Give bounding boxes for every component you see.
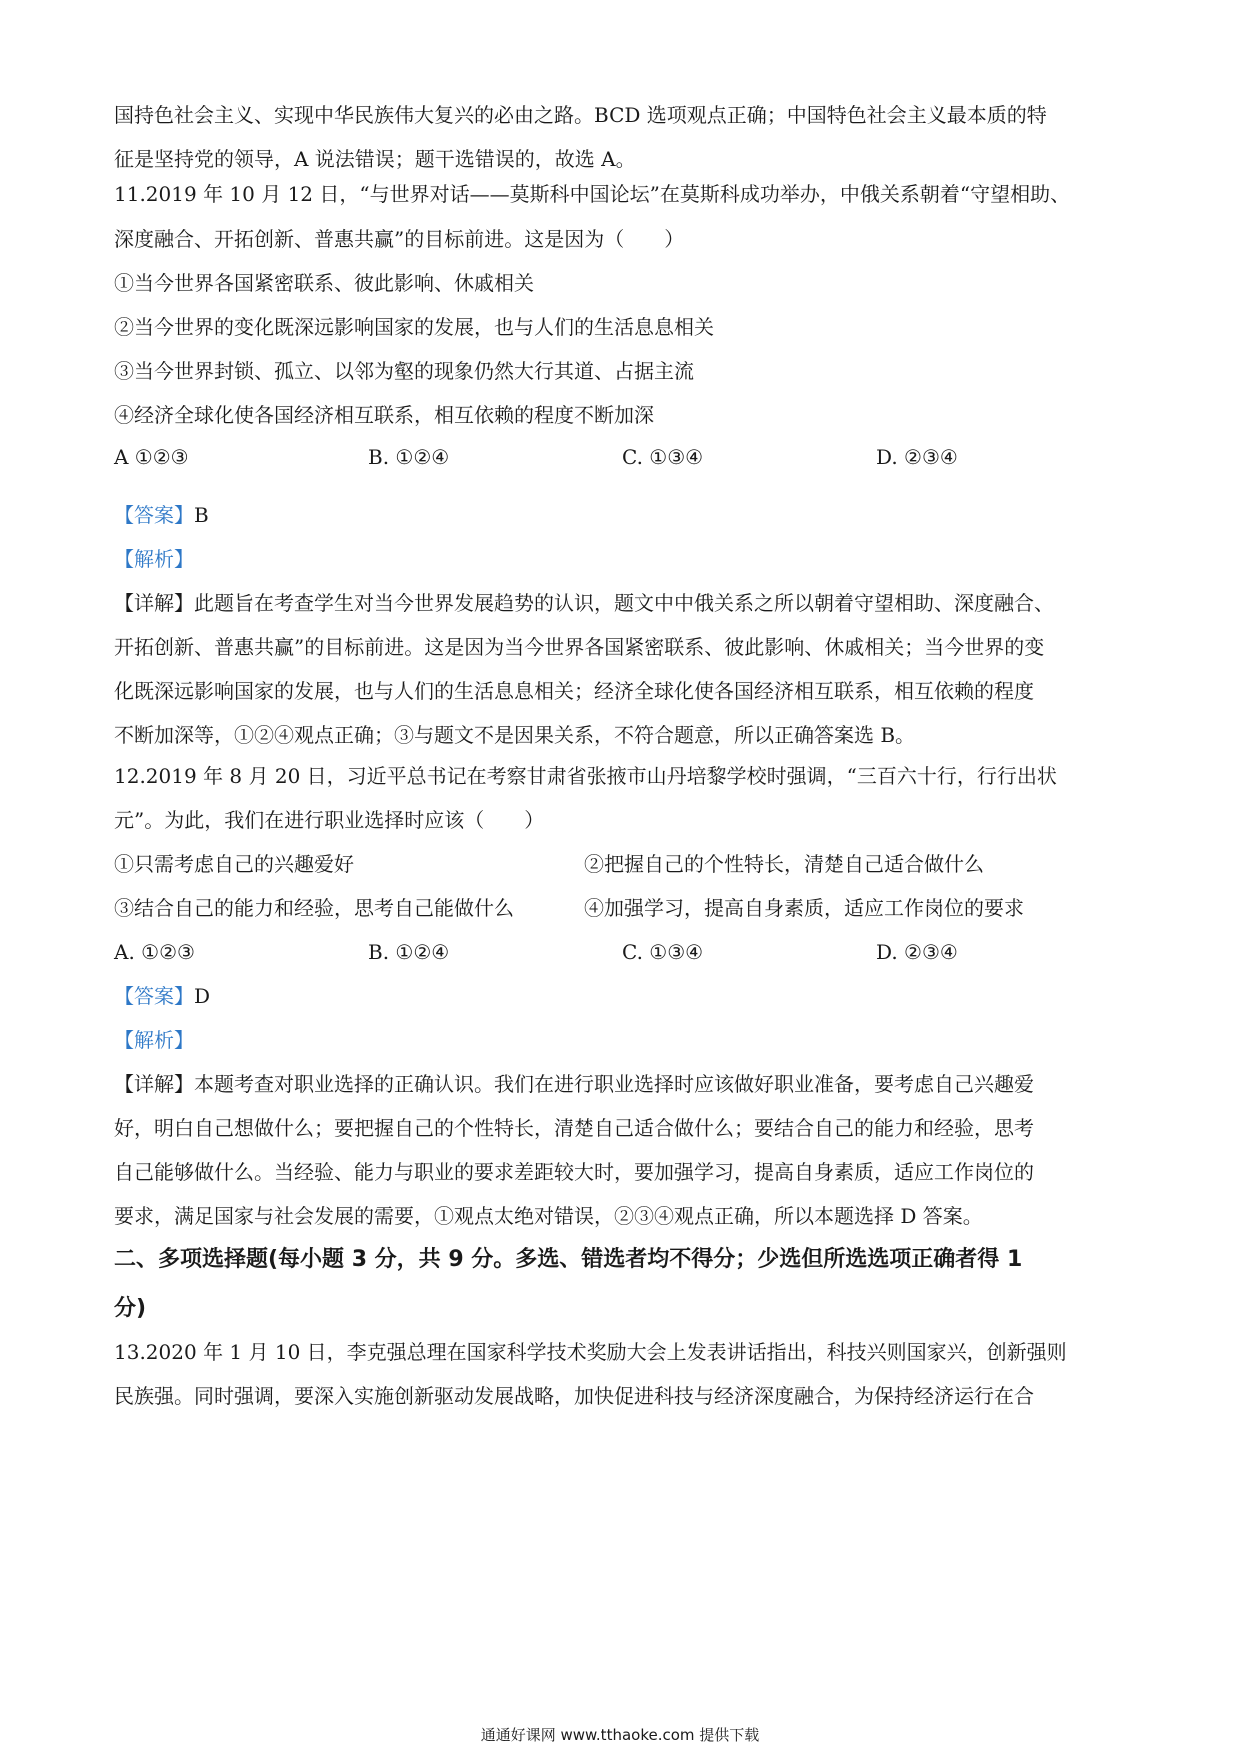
question-11-option-a: A ①②③ [114,445,189,469]
question-12-detail-line-3: 自己能够做什么。当经验、能力与职业的要求差距较大时，要加强学习，提高自身素质，适应工作岗位的 [114,1160,1034,1184]
question-11-options [114,443,1114,471]
answer-tag: 【答案】 [114,503,194,527]
question-11-statement-3: ③当今世界封锁、孤立、以邻为壑的现象仍然大行其道、占据主流 [114,359,694,383]
footer-source-line: 通通好课网 www.tthaoke.com 提供下载 [480,1726,760,1744]
section-2-heading-line-2: 分) [114,1296,147,1321]
section-2-heading-line-1: 二、多项选择题(每小题 3 分，共 9 分。多选、错选者均不得分；少选但所选选项正确者得 1 [114,1247,1023,1272]
question-11-option-c: C. ①③④ [622,445,704,469]
previous-explanation-line-2: 征是坚持党的领导，A 说法错误；题干选错误的，故选 A。 [114,147,636,171]
question-11-option-d: D. ②③④ [876,445,958,469]
question-12-statements-row-2 [114,894,1114,922]
question-12-stem-line-1: 12.2019 年 8 月 20 日，习近平总书记在考察甘肃省张掖市山丹培黎学校时强调，“三百六十行，行行出状 [114,764,1057,788]
question-11-statement-2: ②当今世界的变化既深远影响国家的发展，也与人们的生活息息相关 [114,315,714,339]
question-11-detail-line-4: 不断加深等，①②④观点正确；③与题文不是因果关系，不符合题意，所以正确答案选 B。 [114,723,916,747]
answer-tag: 【答案】 [114,984,194,1008]
question-12-option-d: D. ②③④ [876,940,958,964]
question-12-statement-3: ③结合自己的能力和经验，思考自己能做什么 [114,896,514,920]
question-12-answer [114,982,1134,1010]
question-11-stem-line-2: 深度融合、开拓创新、普惠共赢”的目标前进。这是因为（ ） [114,227,685,251]
question-11-detail-line-3: 化既深远影响国家的发展，也与人们的生活息息相关；经济全球化使各国经济相互联系，相互依赖的程度 [114,679,1034,703]
previous-explanation-line-1: 国持色社会主义、实现中华民族伟大复兴的必由之路。BCD 选项观点正确；中国特色社会主义最本质的特 [114,103,1047,127]
question-11-statement-4: ④经济全球化使各国经济相互联系，相互依赖的程度不断加深 [114,403,654,427]
question-13-stem-line-2: 民族强。同时强调，要深入实施创新驱动发展战略，加快促进科技与经济深度融合，为保持经济运行在合 [114,1384,1034,1408]
question-12-option-a: A. ①②③ [114,940,195,964]
question-11-statement-1: ①当今世界各国紧密联系、彼此影响、休戚相关 [114,271,534,295]
question-12-analysis-tag: 【解析】 [114,1028,194,1052]
question-11-detail-line-2: 开拓创新、普惠共赢”的目标前进。这是因为当今世界各国紧密联系、彼此影响、休戚相关；当今世界的变 [114,635,1045,659]
question-11-option-b: B. ①②④ [368,445,450,469]
question-12-stem-line-2: 元”。为此，我们在进行职业选择时应该（ ） [114,808,545,832]
question-12-statement-2: ②把握自己的个性特长，清楚自己适合做什么 [584,852,984,876]
question-11-stem-line-1: 11.2019 年 10 月 12 日，“与世界对话——莫斯科中国论坛”在莫斯科成功举办，中俄关系朝着“守望相助、 [114,182,1071,206]
question-12-statements-row-1 [114,850,1114,878]
question-11-answer [114,501,1134,529]
question-12-statement-1: ①只需考虑自己的兴趣爱好 [114,852,354,876]
question-12-detail-line-2: 好，明白自己想做什么；要把握自己的个性特长，清楚自己适合做什么；要结合自己的能力和经验，思考 [114,1116,1034,1140]
answer-value: D [194,984,211,1008]
question-12-statement-4: ④加强学习，提高自身素质，适应工作岗位的要求 [584,896,1024,920]
question-11-analysis-tag: 【解析】 [114,547,194,571]
question-12-options [114,938,1114,966]
question-12-detail-line-1: 【详解】本题考查对职业选择的正确认识。我们在进行职业选择时应该做好职业准备，要考虑自己兴趣爱 [114,1072,1034,1096]
question-12-option-c: C. ①③④ [622,940,704,964]
question-11-detail-line-1: 【详解】此题旨在考查学生对当今世界发展趋势的认识，题文中中俄关系之所以朝着守望相助、深度融合、 [114,591,1054,615]
question-12-option-b: B. ①②④ [368,940,450,964]
question-12-detail-line-4: 要求，满足国家与社会发展的需要，①观点太绝对错误，②③④观点正确，所以本题选择 D 答案。 [114,1204,983,1228]
answer-value: B [194,503,209,527]
question-13-stem-line-1: 13.2020 年 1 月 10 日，李克强总理在国家科学技术奖励大会上发表讲话指出，科技兴则国家兴，创新强则 [114,1340,1067,1364]
